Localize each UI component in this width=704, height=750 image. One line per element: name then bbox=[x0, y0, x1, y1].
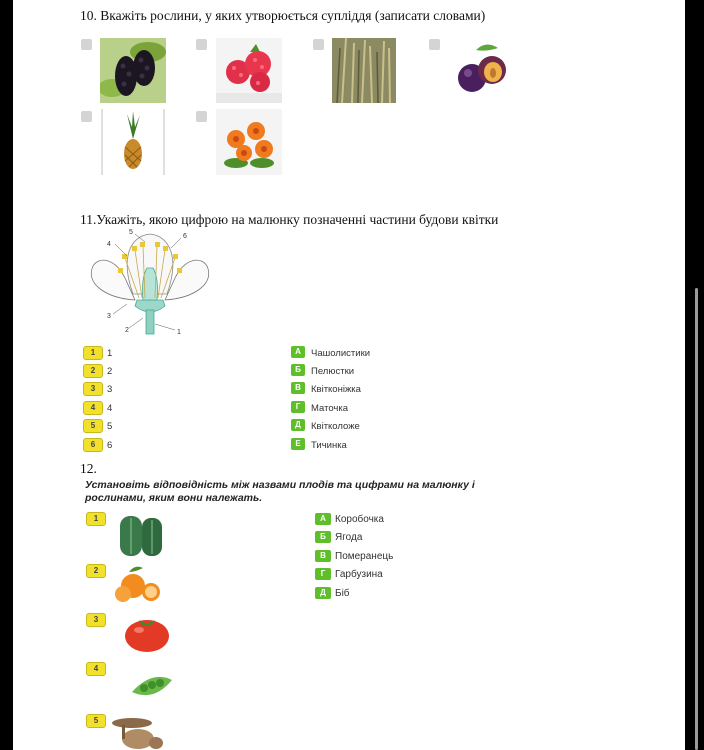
cucumber-icon bbox=[116, 512, 168, 558]
q11-right-badge[interactable]: А bbox=[291, 346, 305, 358]
q10-title: 10. Вкажіть рослини, у яких утворюється супліддя (записати словами) bbox=[80, 8, 486, 23]
q12-instruction: Установіть відповідність між назвами плодів та цифрами на малюнку і рослинами, яким вони належать. bbox=[85, 479, 475, 504]
q10-checkbox-6[interactable] bbox=[196, 111, 207, 122]
q10-checkbox-1[interactable] bbox=[81, 39, 92, 50]
q11-left-badge[interactable]: 6 bbox=[83, 438, 103, 452]
q12-number: 12. bbox=[80, 461, 97, 476]
q11-left-text: 6 bbox=[107, 440, 113, 451]
q12-right-text: Гарбузина bbox=[335, 569, 383, 580]
q12-right-badge[interactable]: Б bbox=[315, 531, 331, 543]
q11-right-text: Тичинка bbox=[311, 440, 347, 451]
q11-right-badge[interactable]: Е bbox=[291, 438, 305, 450]
q11-right-text: Маточка bbox=[311, 403, 349, 414]
q12-right-text: Померанець bbox=[335, 551, 394, 562]
diagram-label-2: 2 bbox=[125, 327, 129, 334]
q11-right-text: Чашолистики bbox=[311, 348, 371, 359]
q12-left-badge[interactable]: 5 bbox=[86, 714, 106, 728]
q12-right-badge[interactable]: А bbox=[315, 513, 331, 525]
document-page bbox=[13, 0, 685, 750]
pineapple-icon bbox=[101, 109, 165, 175]
tomato-icon bbox=[121, 612, 173, 654]
orange-icon bbox=[109, 564, 165, 604]
q11-left-text: 3 bbox=[107, 384, 113, 395]
flower-structure-diagram bbox=[85, 228, 215, 336]
q11-left-text: 1 bbox=[107, 348, 113, 359]
poppy-icon bbox=[108, 715, 168, 750]
q11-left-badge[interactable]: 1 bbox=[83, 346, 103, 360]
q12-right-text: Ягода bbox=[335, 532, 363, 543]
q11-left-text: 5 bbox=[107, 421, 113, 432]
q12-right-text: Коробочка bbox=[335, 514, 384, 525]
q10-checkbox-4[interactable] bbox=[429, 39, 440, 50]
q11-left-badge[interactable]: 5 bbox=[83, 419, 103, 433]
vertical-scrollbar[interactable] bbox=[690, 0, 704, 750]
q11-left-text: 2 bbox=[107, 366, 113, 377]
q11-right-text: Пелюстки bbox=[311, 366, 355, 377]
q11-right-text: Квітконіжка bbox=[311, 384, 361, 395]
q12-left-badge[interactable]: 2 bbox=[86, 564, 106, 578]
q10-checkbox-2[interactable] bbox=[196, 39, 207, 50]
q12-right-text: Біб bbox=[335, 588, 350, 599]
calendula-icon bbox=[216, 109, 282, 175]
raspberry-icon bbox=[216, 38, 282, 103]
reed-icon bbox=[332, 38, 396, 103]
diagram-label-5: 5 bbox=[129, 229, 133, 236]
q12-right-badge[interactable]: В bbox=[315, 550, 331, 562]
q11-right-badge[interactable]: В bbox=[291, 382, 305, 394]
q11-right-text: Квітколоже bbox=[311, 421, 360, 432]
q11-title: 11.Укажіть, якою цифрою на малюнку позначенні частини будови квітки bbox=[80, 212, 499, 227]
q11-left-badge[interactable]: 3 bbox=[83, 382, 103, 396]
q11-right-badge[interactable]: Д bbox=[291, 419, 305, 431]
q12-left-badge[interactable]: 3 bbox=[86, 613, 106, 627]
diagram-label-6: 6 bbox=[183, 233, 187, 240]
q11-left-badge[interactable]: 2 bbox=[83, 364, 103, 378]
plum-icon bbox=[446, 38, 514, 103]
q11-right-badge[interactable]: Г bbox=[291, 401, 305, 413]
q12-right-badge[interactable]: Д bbox=[315, 587, 331, 599]
q12-left-badge[interactable]: 1 bbox=[86, 512, 106, 526]
pea-pod-icon bbox=[128, 666, 176, 704]
scrollbar-thumb[interactable] bbox=[695, 288, 698, 750]
q10-checkbox-3[interactable] bbox=[313, 39, 324, 50]
q12-left-badge[interactable]: 4 bbox=[86, 662, 106, 676]
diagram-label-1: 1 bbox=[177, 329, 181, 336]
q12-right-badge[interactable]: Г bbox=[315, 568, 331, 580]
mulberry-icon bbox=[100, 38, 166, 103]
q10-checkbox-5[interactable] bbox=[81, 111, 92, 122]
q11-left-text: 4 bbox=[107, 403, 113, 414]
diagram-label-3: 3 bbox=[107, 313, 111, 320]
diagram-label-4: 4 bbox=[107, 241, 111, 248]
q11-left-badge[interactable]: 4 bbox=[83, 401, 103, 415]
q11-right-badge[interactable]: Б bbox=[291, 364, 305, 376]
